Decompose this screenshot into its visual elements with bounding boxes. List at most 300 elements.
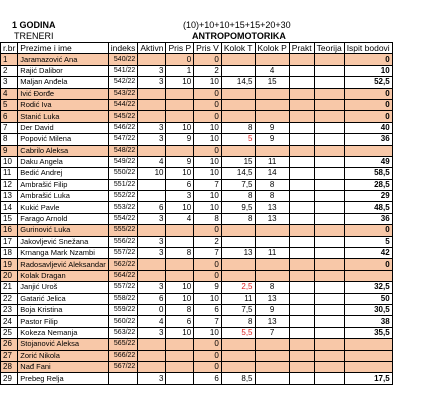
kolok-p-cell[interactable] xyxy=(255,99,289,110)
ispit-bodovi-cell[interactable]: 30,5 xyxy=(344,304,392,315)
teorija-cell[interactable] xyxy=(314,54,344,65)
prisustvo-v-cell[interactable]: 10 xyxy=(194,202,222,213)
prisustvo-p-cell[interactable] xyxy=(166,236,194,247)
kolok-t-cell[interactable]: 14,5 xyxy=(221,77,255,88)
kolok-t-cell[interactable]: 5,5 xyxy=(221,327,255,338)
prisustvo-v-cell[interactable]: 0 xyxy=(194,339,222,350)
kolok-t-cell[interactable]: 13 xyxy=(221,248,255,259)
kolok-p-cell[interactable]: 8 xyxy=(255,179,289,190)
row-number[interactable]: 26 xyxy=(1,339,18,350)
kolok-p-cell[interactable] xyxy=(255,259,289,270)
kolok-p-cell[interactable]: 14 xyxy=(255,168,289,179)
index-number[interactable]: 551/22 xyxy=(108,179,138,190)
aktivnost-cell[interactable]: 3 xyxy=(138,122,166,133)
ispit-bodovi-cell[interactable]: 17,5 xyxy=(344,373,392,384)
prakt-cell[interactable] xyxy=(289,145,314,156)
index-number[interactable]: 546/22 xyxy=(108,122,138,133)
kolok-p-cell[interactable]: 13 xyxy=(255,293,289,304)
row-number[interactable]: 21 xyxy=(1,282,18,293)
student-name[interactable]: Bedić Andrej xyxy=(18,168,108,179)
column-header[interactable]: Prakt xyxy=(289,43,314,54)
prisustvo-p-cell[interactable] xyxy=(166,373,194,384)
teorija-cell[interactable] xyxy=(314,88,344,99)
teorija-cell[interactable] xyxy=(314,361,344,372)
ispit-bodovi-cell[interactable]: 52,5 xyxy=(344,77,392,88)
aktivnost-cell[interactable] xyxy=(138,191,166,202)
prisustvo-v-cell[interactable]: 0 xyxy=(194,111,222,122)
aktivnost-cell[interactable]: 0 xyxy=(138,304,166,315)
ispit-bodovi-cell[interactable]: 0 xyxy=(344,259,392,270)
kolok-p-cell[interactable]: 7 xyxy=(255,327,289,338)
row-number[interactable]: 16 xyxy=(1,225,18,236)
kolok-p-cell[interactable]: 9 xyxy=(255,134,289,145)
kolok-p-cell[interactable]: 8 xyxy=(255,282,289,293)
kolok-t-cell[interactable]: 7,5 xyxy=(221,304,255,315)
teorija-cell[interactable] xyxy=(314,282,344,293)
prakt-cell[interactable] xyxy=(289,77,314,88)
row-number[interactable]: 25 xyxy=(1,327,18,338)
ispit-bodovi-cell[interactable]: 48,5 xyxy=(344,202,392,213)
teorija-cell[interactable] xyxy=(314,270,344,281)
student-name[interactable]: Nađ Fani xyxy=(18,361,108,372)
ispit-bodovi-cell[interactable]: 0 xyxy=(344,111,392,122)
prisustvo-p-cell[interactable]: 10 xyxy=(166,168,194,179)
student-name[interactable]: Stanić Luka xyxy=(18,111,108,122)
kolok-t-cell[interactable] xyxy=(221,99,255,110)
index-number[interactable]: 557/22 xyxy=(108,282,138,293)
prisustvo-v-cell[interactable]: 10 xyxy=(194,156,222,167)
index-number[interactable]: 557/22 xyxy=(108,248,138,259)
student-name[interactable]: Der David xyxy=(18,122,108,133)
teorija-cell[interactable] xyxy=(314,327,344,338)
index-number[interactable]: 565/22 xyxy=(108,339,138,350)
kolok-p-cell[interactable]: 13 xyxy=(255,202,289,213)
prisustvo-p-cell[interactable] xyxy=(166,88,194,99)
kolok-p-cell[interactable] xyxy=(255,88,289,99)
prakt-cell[interactable] xyxy=(289,225,314,236)
kolok-t-cell[interactable]: 11 xyxy=(221,293,255,304)
student-name[interactable]: Cabrilo Aleksa xyxy=(18,145,108,156)
ispit-bodovi-cell[interactable]: 0 xyxy=(344,225,392,236)
kolok-p-cell[interactable] xyxy=(255,145,289,156)
row-number[interactable]: 1 xyxy=(1,54,18,65)
column-header[interactable]: Pris P xyxy=(166,43,194,54)
index-number[interactable]: 549/22 xyxy=(108,156,138,167)
prisustvo-v-cell[interactable]: 7 xyxy=(194,179,222,190)
kolok-p-cell[interactable] xyxy=(255,111,289,122)
prisustvo-p-cell[interactable] xyxy=(166,350,194,361)
aktivnost-cell[interactable] xyxy=(138,270,166,281)
kolok-t-cell[interactable]: 9,5 xyxy=(221,202,255,213)
prisustvo-p-cell[interactable] xyxy=(166,361,194,372)
index-number[interactable]: 563/22 xyxy=(108,327,138,338)
prakt-cell[interactable] xyxy=(289,65,314,76)
prisustvo-v-cell[interactable]: 0 xyxy=(194,88,222,99)
prakt-cell[interactable] xyxy=(289,339,314,350)
aktivnost-cell[interactable] xyxy=(138,88,166,99)
teorija-cell[interactable] xyxy=(314,111,344,122)
prisustvo-v-cell[interactable]: 9 xyxy=(194,282,222,293)
row-number[interactable]: 6 xyxy=(1,111,18,122)
ispit-bodovi-cell[interactable] xyxy=(344,350,392,361)
teorija-cell[interactable] xyxy=(314,191,344,202)
row-number[interactable]: 29 xyxy=(1,373,18,384)
prisustvo-v-cell[interactable]: 0 xyxy=(194,99,222,110)
ispit-bodovi-cell[interactable]: 32,5 xyxy=(344,282,392,293)
teorija-cell[interactable] xyxy=(314,156,344,167)
student-name[interactable]: Popović Milena xyxy=(18,134,108,145)
aktivnost-cell[interactable] xyxy=(138,54,166,65)
kolok-t-cell[interactable] xyxy=(221,270,255,281)
kolok-t-cell[interactable]: 8 xyxy=(221,316,255,327)
prisustvo-v-cell[interactable]: 6 xyxy=(194,373,222,384)
index-number[interactable]: 564/22 xyxy=(108,270,138,281)
index-number[interactable]: 552/22 xyxy=(108,191,138,202)
prisustvo-p-cell[interactable]: 1 xyxy=(166,65,194,76)
row-number[interactable]: 23 xyxy=(1,304,18,315)
teorija-cell[interactable] xyxy=(314,259,344,270)
prakt-cell[interactable] xyxy=(289,54,314,65)
aktivnost-cell[interactable] xyxy=(138,99,166,110)
student-name[interactable]: Kolak Dragan xyxy=(18,270,108,281)
kolok-t-cell[interactable] xyxy=(221,339,255,350)
kolok-t-cell[interactable] xyxy=(221,350,255,361)
prisustvo-p-cell[interactable]: 6 xyxy=(166,179,194,190)
aktivnost-cell[interactable]: 3 xyxy=(138,327,166,338)
teorija-cell[interactable] xyxy=(314,145,344,156)
student-name[interactable]: Radosavljević Aleksandar xyxy=(18,259,108,270)
row-number[interactable]: 4 xyxy=(1,88,18,99)
prakt-cell[interactable] xyxy=(289,99,314,110)
teorija-cell[interactable] xyxy=(314,65,344,76)
prisustvo-p-cell[interactable] xyxy=(166,339,194,350)
prisustvo-p-cell[interactable]: 9 xyxy=(166,134,194,145)
index-number[interactable]: 566/22 xyxy=(108,350,138,361)
kolok-t-cell[interactable] xyxy=(221,111,255,122)
prakt-cell[interactable] xyxy=(289,248,314,259)
prisustvo-v-cell[interactable]: 0 xyxy=(194,259,222,270)
teorija-cell[interactable] xyxy=(314,316,344,327)
prisustvo-v-cell[interactable]: 10 xyxy=(194,293,222,304)
ispit-bodovi-cell[interactable]: 49 xyxy=(344,156,392,167)
ispit-bodovi-cell[interactable]: 0 xyxy=(344,99,392,110)
prisustvo-p-cell[interactable]: 4 xyxy=(166,213,194,224)
prisustvo-v-cell[interactable]: 0 xyxy=(194,350,222,361)
ispit-bodovi-cell[interactable]: 50 xyxy=(344,293,392,304)
kolok-t-cell[interactable]: 14,5 xyxy=(221,168,255,179)
prisustvo-v-cell[interactable]: 10 xyxy=(194,191,222,202)
teorija-cell[interactable] xyxy=(314,168,344,179)
aktivnost-cell[interactable]: 3 xyxy=(138,213,166,224)
kolok-p-cell[interactable] xyxy=(255,350,289,361)
student-name[interactable]: Stojanović Aleksa xyxy=(18,339,108,350)
prisustvo-p-cell[interactable]: 9 xyxy=(166,156,194,167)
teorija-cell[interactable] xyxy=(314,248,344,259)
kolok-t-cell[interactable] xyxy=(221,88,255,99)
row-number[interactable]: 10 xyxy=(1,156,18,167)
prisustvo-p-cell[interactable]: 10 xyxy=(166,293,194,304)
prisustvo-v-cell[interactable]: 0 xyxy=(194,270,222,281)
aktivnost-cell[interactable]: 3 xyxy=(138,248,166,259)
student-name[interactable]: Janjić Uroš xyxy=(18,282,108,293)
aktivnost-cell[interactable] xyxy=(138,361,166,372)
ispit-bodovi-cell[interactable] xyxy=(344,145,392,156)
prakt-cell[interactable] xyxy=(289,327,314,338)
row-number[interactable]: 12 xyxy=(1,179,18,190)
kolok-p-cell[interactable]: 11 xyxy=(255,248,289,259)
prisustvo-v-cell[interactable]: 10 xyxy=(194,122,222,133)
teorija-cell[interactable] xyxy=(314,304,344,315)
ispit-bodovi-cell[interactable]: 0 xyxy=(344,88,392,99)
teorija-cell[interactable] xyxy=(314,350,344,361)
column-header[interactable]: indeks xyxy=(108,43,138,54)
column-header[interactable]: Kolok T xyxy=(221,43,255,54)
row-number[interactable]: 18 xyxy=(1,248,18,259)
index-number[interactable]: 560/22 xyxy=(108,316,138,327)
kolok-t-cell[interactable]: 8,5 xyxy=(221,373,255,384)
teorija-cell[interactable] xyxy=(314,99,344,110)
prisustvo-p-cell[interactable] xyxy=(166,225,194,236)
row-number[interactable]: 9 xyxy=(1,145,18,156)
ispit-bodovi-cell[interactable] xyxy=(344,270,392,281)
column-header[interactable]: Kolok P xyxy=(255,43,289,54)
kolok-p-cell[interactable] xyxy=(255,270,289,281)
kolok-p-cell[interactable]: 13 xyxy=(255,213,289,224)
student-name[interactable]: Kokeza Nemanja xyxy=(18,327,108,338)
row-number[interactable]: 13 xyxy=(1,191,18,202)
kolok-t-cell[interactable]: 2,5 xyxy=(221,282,255,293)
student-name[interactable]: Rajić Dalibor xyxy=(18,65,108,76)
kolok-t-cell[interactable]: 8 xyxy=(221,122,255,133)
prisustvo-p-cell[interactable]: 10 xyxy=(166,327,194,338)
aktivnost-cell[interactable] xyxy=(138,111,166,122)
kolok-p-cell[interactable]: 11 xyxy=(255,156,289,167)
prakt-cell[interactable] xyxy=(289,270,314,281)
kolok-p-cell[interactable] xyxy=(255,361,289,372)
column-header[interactable]: Ispit bodovi xyxy=(344,43,392,54)
prisustvo-v-cell[interactable]: 8 xyxy=(194,213,222,224)
prisustvo-p-cell[interactable] xyxy=(166,99,194,110)
index-number[interactable]: 558/22 xyxy=(108,293,138,304)
student-name[interactable]: Ambrašić Luka xyxy=(18,191,108,202)
student-name[interactable]: Pastor Filip xyxy=(18,316,108,327)
index-number[interactable]: 548/22 xyxy=(108,145,138,156)
ispit-bodovi-cell[interactable] xyxy=(344,361,392,372)
column-header[interactable]: Pris V xyxy=(194,43,222,54)
row-number[interactable]: 14 xyxy=(1,202,18,213)
prisustvo-p-cell[interactable] xyxy=(166,111,194,122)
prisustvo-v-cell[interactable]: 0 xyxy=(194,225,222,236)
student-name[interactable]: Ivić Đorđe xyxy=(18,88,108,99)
student-name[interactable]: Kukić Pavle xyxy=(18,202,108,213)
prakt-cell[interactable] xyxy=(289,236,314,247)
aktivnost-cell[interactable]: 3 xyxy=(138,373,166,384)
prisustvo-p-cell[interactable]: 0 xyxy=(166,54,194,65)
kolok-t-cell[interactable] xyxy=(221,54,255,65)
column-header[interactable]: r.br xyxy=(1,43,18,54)
kolok-p-cell[interactable] xyxy=(255,54,289,65)
aktivnost-cell[interactable]: 4 xyxy=(138,316,166,327)
kolok-t-cell[interactable] xyxy=(221,361,255,372)
prisustvo-p-cell[interactable] xyxy=(166,270,194,281)
prisustvo-v-cell[interactable]: 2 xyxy=(194,65,222,76)
ispit-bodovi-cell[interactable]: 28,5 xyxy=(344,179,392,190)
row-number[interactable]: 8 xyxy=(1,134,18,145)
student-name[interactable]: Zorić Nikola xyxy=(18,350,108,361)
prisustvo-p-cell[interactable]: 3 xyxy=(166,191,194,202)
ispit-bodovi-cell[interactable]: 10 xyxy=(344,65,392,76)
prisustvo-v-cell[interactable]: 2 xyxy=(194,236,222,247)
prakt-cell[interactable] xyxy=(289,373,314,384)
aktivnost-cell[interactable]: 3 xyxy=(138,77,166,88)
row-number[interactable]: 22 xyxy=(1,293,18,304)
prisustvo-p-cell[interactable]: 10 xyxy=(166,122,194,133)
student-name[interactable]: Gurinović Luka xyxy=(18,225,108,236)
index-number[interactable]: 540/22 xyxy=(108,54,138,65)
student-name[interactable]: Ambrašić Filip xyxy=(18,179,108,190)
prakt-cell[interactable] xyxy=(289,179,314,190)
prisustvo-v-cell[interactable]: 0 xyxy=(194,54,222,65)
teorija-cell[interactable] xyxy=(314,293,344,304)
student-name[interactable]: Jakovljević Snežana xyxy=(18,236,108,247)
kolok-p-cell[interactable]: 8 xyxy=(255,191,289,202)
prisustvo-p-cell[interactable] xyxy=(166,259,194,270)
teorija-cell[interactable] xyxy=(314,122,344,133)
prisustvo-p-cell[interactable]: 8 xyxy=(166,248,194,259)
aktivnost-cell[interactable] xyxy=(138,225,166,236)
index-number[interactable]: 550/22 xyxy=(108,168,138,179)
aktivnost-cell[interactable]: 3 xyxy=(138,65,166,76)
teorija-cell[interactable] xyxy=(314,202,344,213)
index-number[interactable]: 553/22 xyxy=(108,202,138,213)
kolok-t-cell[interactable]: 8 xyxy=(221,191,255,202)
student-name[interactable]: Gatarić Jelica xyxy=(18,293,108,304)
aktivnost-cell[interactable] xyxy=(138,339,166,350)
prisustvo-p-cell[interactable]: 6 xyxy=(166,316,194,327)
aktivnost-cell[interactable]: 10 xyxy=(138,168,166,179)
student-name[interactable]: Jaramazović Ana xyxy=(18,54,108,65)
kolok-t-cell[interactable] xyxy=(221,236,255,247)
prisustvo-p-cell[interactable]: 10 xyxy=(166,77,194,88)
student-name[interactable]: Rodić Iva xyxy=(18,99,108,110)
kolok-t-cell[interactable]: 8 xyxy=(221,213,255,224)
index-number[interactable]: 559/22 xyxy=(108,304,138,315)
column-header[interactable]: Prezime i ime xyxy=(18,43,108,54)
prakt-cell[interactable] xyxy=(289,282,314,293)
prisustvo-v-cell[interactable]: 10 xyxy=(194,327,222,338)
prakt-cell[interactable] xyxy=(289,134,314,145)
ispit-bodovi-cell[interactable]: 38 xyxy=(344,316,392,327)
index-number[interactable]: 542/22 xyxy=(108,77,138,88)
prakt-cell[interactable] xyxy=(289,316,314,327)
row-number[interactable]: 3 xyxy=(1,77,18,88)
prakt-cell[interactable] xyxy=(289,259,314,270)
ispit-bodovi-cell[interactable]: 0 xyxy=(344,54,392,65)
prakt-cell[interactable] xyxy=(289,191,314,202)
student-name[interactable]: Maljan Anđela xyxy=(18,77,108,88)
prisustvo-p-cell[interactable] xyxy=(166,145,194,156)
kolok-p-cell[interactable] xyxy=(255,236,289,247)
column-header[interactable]: Teorija xyxy=(314,43,344,54)
index-number[interactable]: 541/22 xyxy=(108,65,138,76)
ispit-bodovi-cell[interactable]: 36 xyxy=(344,213,392,224)
kolok-t-cell[interactable] xyxy=(221,259,255,270)
prisustvo-v-cell[interactable]: 6 xyxy=(194,304,222,315)
row-number[interactable]: 27 xyxy=(1,350,18,361)
aktivnost-cell[interactable]: 3 xyxy=(138,134,166,145)
row-number[interactable]: 5 xyxy=(1,99,18,110)
ispit-bodovi-cell[interactable]: 35,5 xyxy=(344,327,392,338)
teorija-cell[interactable] xyxy=(314,213,344,224)
teorija-cell[interactable] xyxy=(314,236,344,247)
aktivnost-cell[interactable]: 4 xyxy=(138,156,166,167)
ispit-bodovi-cell[interactable]: 5 xyxy=(344,236,392,247)
index-number[interactable]: 567/22 xyxy=(108,361,138,372)
teorija-cell[interactable] xyxy=(314,225,344,236)
index-number[interactable]: 555/22 xyxy=(108,225,138,236)
ispit-bodovi-cell[interactable]: 40 xyxy=(344,122,392,133)
index-number[interactable] xyxy=(108,373,138,384)
prakt-cell[interactable] xyxy=(289,168,314,179)
prisustvo-v-cell[interactable]: 10 xyxy=(194,134,222,145)
kolok-p-cell[interactable]: 9 xyxy=(255,122,289,133)
student-name[interactable]: Daku Angela xyxy=(18,156,108,167)
index-number[interactable]: 556/22 xyxy=(108,236,138,247)
kolok-t-cell[interactable]: 7,5 xyxy=(221,179,255,190)
prakt-cell[interactable] xyxy=(289,122,314,133)
prakt-cell[interactable] xyxy=(289,361,314,372)
prakt-cell[interactable] xyxy=(289,156,314,167)
index-number[interactable]: 547/22 xyxy=(108,134,138,145)
kolok-t-cell[interactable]: 15 xyxy=(221,156,255,167)
ispit-bodovi-cell[interactable] xyxy=(344,339,392,350)
prakt-cell[interactable] xyxy=(289,293,314,304)
prakt-cell[interactable] xyxy=(289,202,314,213)
kolok-t-cell[interactable] xyxy=(221,225,255,236)
prakt-cell[interactable] xyxy=(289,304,314,315)
prisustvo-v-cell[interactable]: 7 xyxy=(194,316,222,327)
prisustvo-p-cell[interactable]: 10 xyxy=(166,282,194,293)
kolok-p-cell[interactable] xyxy=(255,339,289,350)
kolok-p-cell[interactable]: 4 xyxy=(255,65,289,76)
aktivnost-cell[interactable] xyxy=(138,259,166,270)
aktivnost-cell[interactable]: 3 xyxy=(138,282,166,293)
row-number[interactable]: 24 xyxy=(1,316,18,327)
teorija-cell[interactable] xyxy=(314,77,344,88)
row-number[interactable]: 11 xyxy=(1,168,18,179)
prisustvo-v-cell[interactable]: 7 xyxy=(194,248,222,259)
aktivnost-cell[interactable]: 3 xyxy=(138,236,166,247)
index-number[interactable]: 545/22 xyxy=(108,111,138,122)
row-number[interactable]: 15 xyxy=(1,213,18,224)
teorija-cell[interactable] xyxy=(314,134,344,145)
kolok-p-cell[interactable]: 9 xyxy=(255,304,289,315)
kolok-t-cell[interactable] xyxy=(221,145,255,156)
prisustvo-v-cell[interactable]: 0 xyxy=(194,145,222,156)
prisustvo-p-cell[interactable]: 10 xyxy=(166,202,194,213)
kolok-p-cell[interactable]: 15 xyxy=(255,77,289,88)
aktivnost-cell[interactable] xyxy=(138,179,166,190)
prisustvo-v-cell[interactable]: 10 xyxy=(194,77,222,88)
ispit-bodovi-cell[interactable]: 36 xyxy=(344,134,392,145)
index-number[interactable]: 554/22 xyxy=(108,213,138,224)
aktivnost-cell[interactable] xyxy=(138,350,166,361)
column-header[interactable]: Aktivn xyxy=(138,43,166,54)
prakt-cell[interactable] xyxy=(289,213,314,224)
index-number[interactable]: 543/22 xyxy=(108,88,138,99)
prakt-cell[interactable] xyxy=(289,88,314,99)
prakt-cell[interactable] xyxy=(289,111,314,122)
